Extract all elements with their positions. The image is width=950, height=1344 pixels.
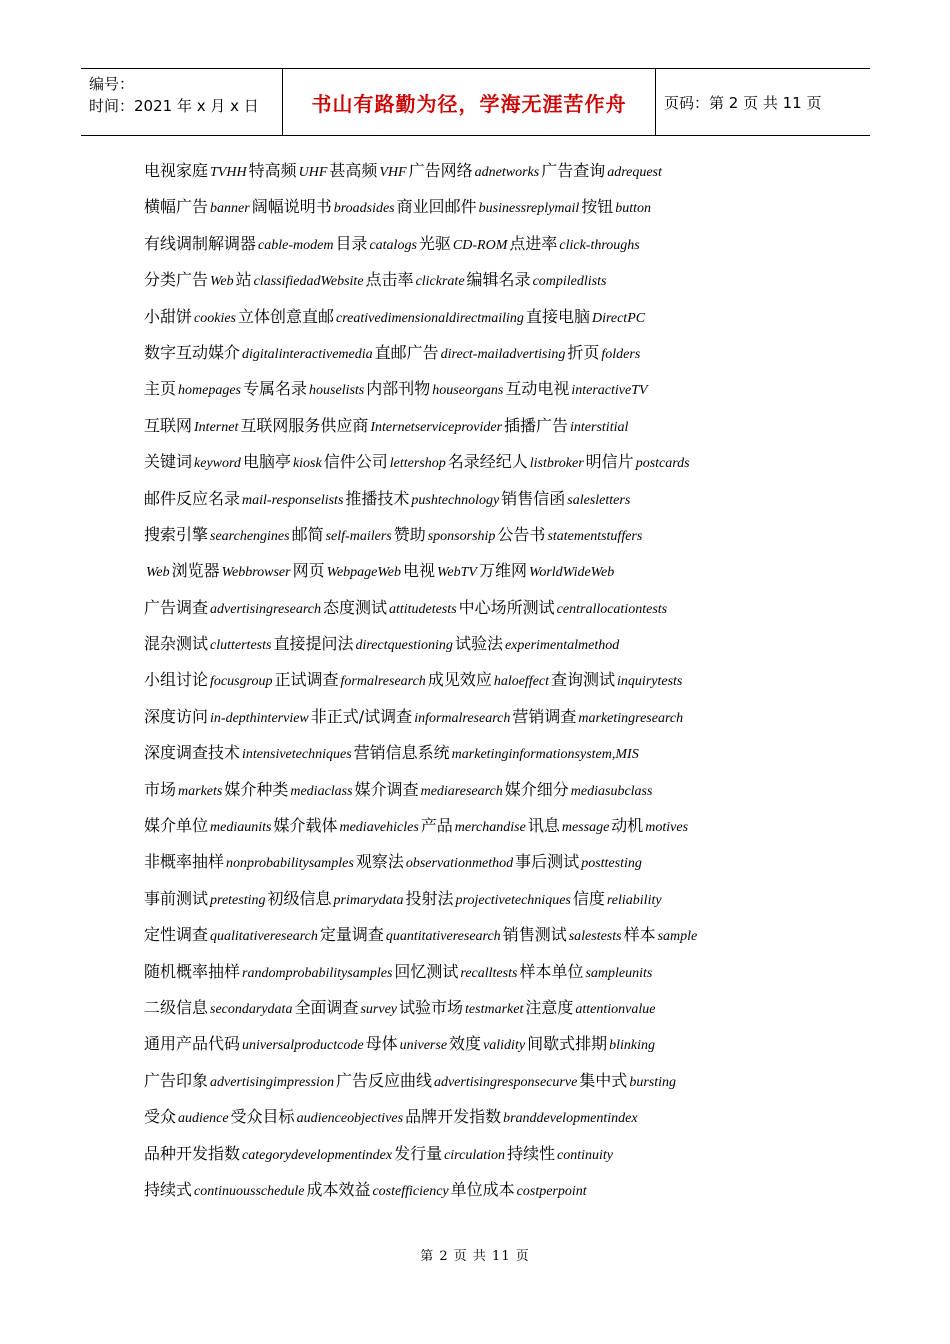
term-chinese: 销售信函 (501, 488, 566, 508)
glossary-line (144, 847, 844, 883)
glossary-line (144, 520, 844, 556)
term-english: costperpoint (516, 1183, 587, 1199)
term-english: experimentalmethod (504, 638, 620, 654)
term-english: sample (657, 929, 698, 945)
term-chinese: 成见效应 (427, 670, 492, 690)
glossary-line (144, 1066, 844, 1102)
page-footer: 第 2 页 共 11 页 (420, 1249, 530, 1264)
term-english: categorydevelopmentindex (242, 1147, 393, 1163)
term-chinese: 小组讨论 (144, 670, 209, 690)
term-english: houseorgans (432, 383, 504, 399)
term-english: interactiveTV (571, 383, 648, 399)
term-chinese: 媒介细分 (504, 779, 569, 799)
term-english: lettershop (389, 456, 446, 472)
term-english: interstitial (570, 419, 629, 435)
term-chinese: 试验市场 (399, 997, 464, 1017)
term-chinese: 目录 (335, 233, 368, 253)
term-chinese: 插播广告 (504, 415, 569, 435)
glossary-line (144, 884, 844, 920)
term-chinese: 搜索引擎 (144, 524, 209, 544)
term-english: compiledlists (532, 274, 607, 290)
term-english: VHF (379, 165, 407, 180)
term-chinese: 品牌开发指数 (405, 1107, 502, 1127)
term-chinese: 阔幅说明书 (251, 197, 332, 217)
term-chinese: 电视家庭 (144, 161, 209, 180)
term-english: randomprobabilitysamples (242, 965, 393, 981)
term-english: Web (146, 565, 170, 581)
term-english: postcards (635, 456, 690, 472)
term-english: quantitativeresearch (385, 929, 501, 945)
term-english: sponsorship (427, 528, 496, 544)
glossary-line (144, 1139, 844, 1175)
term-chinese: 市场 (144, 779, 177, 799)
term-chinese: 态度测试 (322, 597, 387, 617)
term-chinese: 邮件反应名录 (144, 488, 241, 508)
glossary-line (144, 775, 844, 811)
term-english: mediavehicles (339, 820, 419, 836)
term-chinese: 直接提问法 (273, 634, 354, 654)
term-chinese: 产品 (420, 816, 453, 836)
term-english: merchandise (454, 820, 526, 836)
glossary-line (144, 993, 844, 1029)
term-english: digitalinteractivemedia (242, 346, 373, 362)
term-english: mediasubclass (570, 783, 653, 799)
glossary-line (144, 1029, 844, 1065)
term-chinese: 非正式/试调查 (310, 706, 413, 726)
term-chinese: 明信片 (585, 452, 634, 472)
term-english: businessreplymail (478, 201, 580, 217)
term-chinese: 初级信息 (267, 888, 332, 908)
term-english: mediaclass (290, 783, 353, 799)
term-english: inquirytests (617, 674, 683, 690)
term-english: haloeffect (493, 674, 550, 690)
term-chinese: 非概率抽样 (144, 852, 225, 872)
term-english: projectivetechniques (455, 892, 571, 908)
term-english: qualitativeresearch (210, 929, 318, 945)
term-chinese: 点击率 (365, 270, 414, 290)
term-chinese: 媒介种类 (224, 779, 289, 799)
header-left-cell (81, 69, 283, 135)
glossary-line (144, 302, 844, 338)
term-english: sampleunits (585, 965, 653, 981)
term-english: informalresearch (414, 710, 511, 726)
term-english: button (615, 201, 652, 217)
term-english: creativedimensionaldirectmailing (336, 310, 524, 326)
term-chinese: 受众 (144, 1107, 177, 1127)
term-english: UHF (298, 165, 328, 180)
term-chinese: 深度访问 (144, 706, 209, 726)
term-english: branddevelopmentindex (503, 1111, 638, 1127)
term-chinese: 事前测试 (144, 888, 209, 908)
term-english: posttesting (581, 856, 642, 872)
glossary-body (144, 156, 844, 1211)
term-chinese: 信件公司 (323, 452, 388, 472)
term-chinese: 立体创意直邮 (238, 306, 335, 326)
term-english: folders (601, 346, 641, 362)
term-english: universalproductcode (242, 1038, 364, 1054)
glossary-line (144, 665, 844, 701)
term-chinese: 持续性 (507, 1143, 556, 1163)
term-english: WebTV (437, 565, 477, 581)
term-chinese: 动机 (611, 816, 644, 836)
term-chinese: 小甜饼 (144, 306, 193, 326)
header-motto: 书山有路勤为径，学海无涯苦作舟 (283, 69, 656, 135)
term-english: advertisingresearch (210, 601, 321, 617)
term-chinese: 全面调查 (294, 997, 359, 1017)
term-english: testmarket (465, 1001, 524, 1017)
document-code-label: 编号： (89, 75, 135, 93)
term-english: blinking (609, 1038, 655, 1054)
term-english: centrallocationtests (556, 601, 668, 617)
term-chinese: 站 (235, 270, 252, 290)
term-english: clickrate (415, 274, 465, 290)
term-chinese: 按钮 (581, 197, 614, 217)
glossary-line (144, 702, 844, 738)
term-english: message (561, 820, 610, 836)
term-chinese: 商业回邮件 (396, 197, 477, 217)
term-chinese: 媒介调查 (354, 779, 419, 799)
glossary-line (144, 811, 844, 847)
term-english: formalresearch (340, 674, 426, 690)
term-english: continuity (557, 1147, 614, 1163)
term-english: pushtechnology (411, 492, 500, 508)
term-chinese: 持续式 (144, 1179, 193, 1199)
term-chinese: 查询测试 (551, 670, 616, 690)
term-chinese: 试验法 (454, 634, 503, 654)
term-english: classifiedadWebsite (253, 274, 364, 290)
term-chinese: 互联网服务供应商 (240, 415, 369, 435)
term-chinese: 互联网 (144, 415, 193, 435)
term-chinese: 讯息 (527, 816, 560, 836)
term-chinese: 混杂测试 (144, 634, 209, 654)
term-english: CD-ROM (452, 237, 508, 253)
term-chinese: 邮简 (291, 524, 324, 544)
term-chinese: 直接电脑 (525, 306, 590, 326)
term-chinese: 投射法 (405, 888, 454, 908)
term-english: universe (399, 1038, 448, 1054)
term-chinese: 万维网 (478, 561, 527, 581)
term-chinese: 样本单位 (519, 961, 584, 981)
term-chinese: 浏览器 (171, 561, 220, 581)
header-page-info: 页码：第 2 页 共 11 页 (664, 93, 822, 112)
term-english: in-depthinterview (210, 710, 309, 726)
term-english: circulation (444, 1147, 505, 1163)
term-chinese: 成本效益 (306, 1179, 371, 1199)
glossary-line (144, 629, 844, 665)
term-chinese: 点进率 (509, 233, 558, 253)
term-english: validity (483, 1038, 526, 1054)
term-chinese: 广告印象 (144, 1070, 209, 1090)
header-table (81, 68, 870, 136)
term-english: audienceobjectives (296, 1111, 404, 1127)
term-english: mediaunits (210, 820, 272, 836)
term-english: Internetserviceprovider (370, 419, 503, 435)
term-english: advertisingresponsecurve (433, 1074, 578, 1090)
term-english: focusgroup (210, 674, 273, 690)
term-english: salestests (568, 929, 622, 945)
term-english: mediaresearch (420, 783, 503, 799)
term-chinese: 直邮广告 (374, 342, 439, 362)
term-english: direct-mailadvertising (440, 346, 566, 362)
glossary-line (144, 484, 844, 520)
term-chinese: 正试调查 (274, 670, 339, 690)
term-chinese: 中心场所测试 (458, 597, 555, 617)
glossary-line (144, 229, 844, 265)
term-english: mail-responselists (242, 492, 344, 508)
term-english: costefficiency (372, 1183, 449, 1199)
term-chinese: 电视 (403, 561, 436, 581)
term-english: houselists (309, 383, 365, 399)
term-english: WebpageWeb (326, 565, 401, 581)
term-english: cookies (194, 310, 236, 326)
term-chinese: 广告查询 (541, 161, 606, 180)
term-chinese: 推播技术 (345, 488, 410, 508)
term-chinese: 营销调查 (512, 706, 577, 726)
term-chinese: 广告反应曲线 (335, 1070, 432, 1090)
term-chinese: 回忆测试 (394, 961, 459, 981)
term-english: reliability (606, 892, 662, 908)
term-english: recalltests (460, 965, 518, 981)
glossary-line (144, 920, 844, 956)
term-english: attitudetests (388, 601, 457, 617)
term-english: audience (178, 1111, 229, 1127)
term-english: adrequest (607, 165, 662, 180)
term-english: Internet (194, 419, 239, 435)
term-chinese: 效度 (449, 1034, 482, 1054)
glossary-line (144, 411, 844, 447)
term-chinese: 专属名录 (243, 379, 308, 399)
term-chinese: 定性调查 (144, 925, 209, 945)
term-english: motives (645, 820, 689, 836)
term-english: continuousschedule (194, 1183, 305, 1199)
glossary-line (144, 1102, 844, 1138)
glossary-line (144, 447, 844, 483)
term-chinese: 间歇式排期 (527, 1034, 608, 1054)
term-english: WorldWideWeb (528, 565, 615, 581)
term-chinese: 编辑名录 (466, 270, 531, 290)
term-chinese: 深度调查技术 (144, 743, 241, 763)
term-chinese: 广告网络 (408, 161, 473, 180)
term-english: marketingresearch (578, 710, 684, 726)
term-chinese: 分类广告 (144, 270, 209, 290)
term-chinese: 定量调查 (319, 925, 384, 945)
term-english: banner (210, 201, 250, 217)
term-english: Webbrowser (221, 565, 291, 581)
term-english: cable-modem (258, 237, 334, 253)
term-chinese: 信度 (572, 888, 605, 908)
term-chinese: 甚高频 (329, 161, 378, 180)
term-english: statementstuffers (547, 528, 643, 544)
term-english: marketinginformationsystem,MIS (451, 747, 639, 763)
term-english: observationmethod (405, 856, 514, 872)
term-english: nonprobabilitysamples (226, 856, 354, 872)
term-chinese: 公告书 (497, 524, 546, 544)
term-chinese: 单位成本 (450, 1179, 515, 1199)
term-english: primarydata (333, 892, 404, 908)
term-chinese: 名录经纪人 (447, 452, 528, 472)
glossary-line (144, 556, 844, 592)
term-english: survey (360, 1001, 398, 1017)
term-chinese: 网页 (292, 561, 325, 581)
term-chinese: 受众目标 (230, 1107, 295, 1127)
term-chinese: 品种开发指数 (144, 1143, 241, 1163)
term-chinese: 通用产品代码 (144, 1034, 241, 1054)
term-english: secondarydata (210, 1001, 293, 1017)
glossary-line (144, 738, 844, 774)
term-chinese: 关键词 (144, 452, 193, 472)
term-chinese: 数字互动媒介 (144, 342, 241, 362)
term-chinese: 注意度 (525, 997, 574, 1017)
term-chinese: 光驱 (418, 233, 451, 253)
term-english: homepages (178, 383, 242, 399)
term-english: DirectPC (591, 310, 646, 326)
glossary-line (144, 265, 844, 301)
glossary-line (144, 374, 844, 410)
glossary-line (144, 338, 844, 374)
term-english: advertisingimpression (210, 1074, 334, 1090)
term-english: self-mailers (325, 528, 392, 544)
term-chinese: 横幅广告 (144, 197, 209, 217)
term-english: directquestioning (355, 638, 453, 654)
term-english: click-throughs (559, 237, 640, 253)
term-chinese: 折页 (567, 342, 600, 362)
glossary-line (144, 1175, 844, 1211)
term-chinese: 样本 (623, 925, 656, 945)
term-english: kiosk (292, 456, 322, 472)
term-chinese: 发行量 (394, 1143, 443, 1163)
term-english: TVHH (210, 165, 247, 180)
term-english: adnetworks (474, 165, 540, 180)
term-english: cluttertests (210, 638, 272, 654)
term-chinese: 观察法 (355, 852, 404, 872)
term-english: keyword (194, 456, 241, 472)
term-english: salesletters (567, 492, 631, 508)
term-chinese: 内部刊物 (366, 379, 431, 399)
term-chinese: 销售测试 (502, 925, 567, 945)
term-english: listbroker (529, 456, 584, 472)
term-chinese: 二级信息 (144, 997, 209, 1017)
term-english: broadsides (333, 201, 395, 217)
term-chinese: 媒介载体 (273, 816, 338, 836)
glossary-line (144, 593, 844, 629)
glossary-line (144, 192, 844, 228)
glossary-line (144, 957, 844, 993)
term-english: markets (178, 783, 223, 799)
term-english: pretesting (210, 892, 266, 908)
term-chinese: 事后测试 (515, 852, 580, 872)
term-english: bursting (629, 1074, 676, 1090)
term-chinese: 广告调查 (144, 597, 209, 617)
term-english: searchengines (210, 528, 290, 544)
term-chinese: 集中式 (579, 1070, 628, 1090)
term-chinese: 随机概率抽样 (144, 961, 241, 981)
term-english: Web (210, 274, 234, 290)
term-chinese: 主页 (144, 379, 177, 399)
glossary-line (144, 156, 844, 192)
document-date: 时间：2021 年 x 月 x 日 (89, 97, 259, 115)
term-chinese: 特高频 (248, 161, 297, 180)
term-chinese: 媒介单位 (144, 816, 209, 836)
term-chinese: 电脑亭 (242, 452, 291, 472)
term-english: intensivetechniques (242, 747, 352, 763)
term-english: catalogs (369, 237, 417, 253)
term-chinese: 母体 (365, 1034, 398, 1054)
term-chinese: 赞助 (393, 524, 426, 544)
term-chinese: 有线调制解调器 (144, 233, 257, 253)
term-chinese: 营销信息系统 (353, 743, 450, 763)
term-english: attentionvalue (575, 1001, 656, 1017)
term-chinese: 互动电视 (505, 379, 570, 399)
